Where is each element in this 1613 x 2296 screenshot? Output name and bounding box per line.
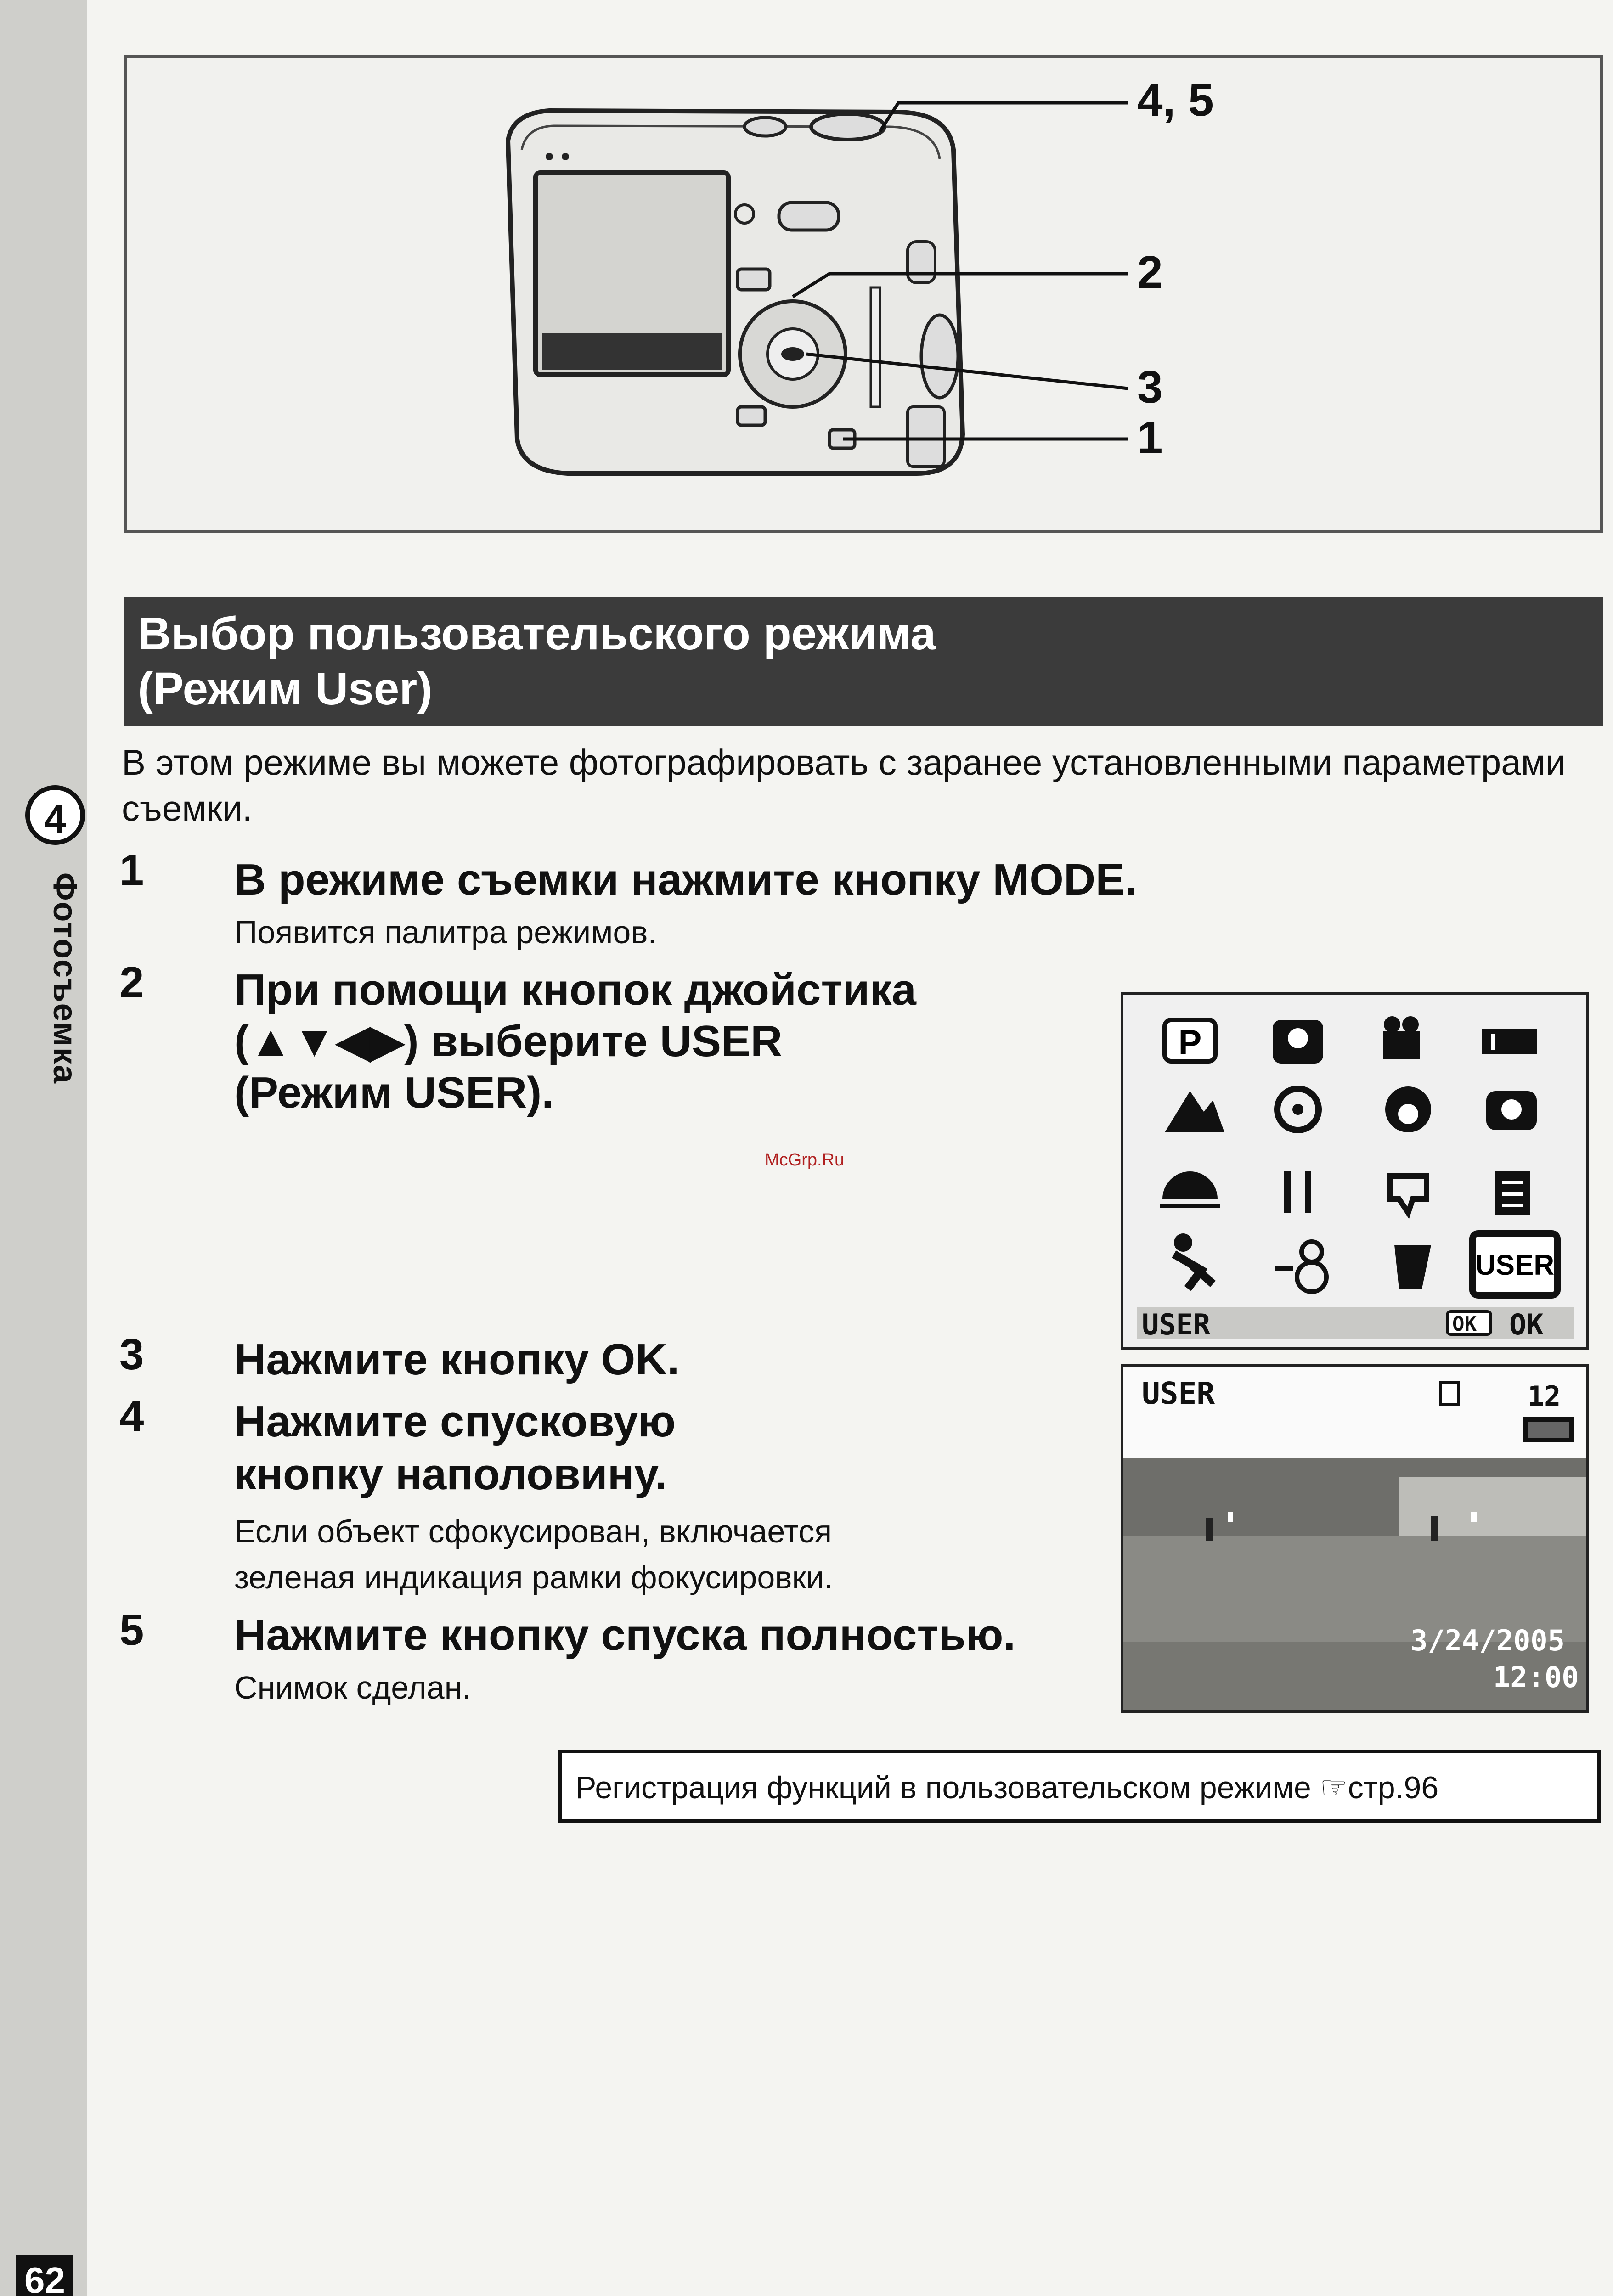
sunset-mode-icon <box>1160 1171 1220 1208</box>
step-note: Появится палитра режимов. <box>234 914 657 950</box>
page-reference-box <box>558 1750 1601 1823</box>
watermark: McGrp.Ru <box>765 1150 845 1170</box>
section-header <box>124 597 1603 726</box>
shooting-preview-screen <box>1121 1364 1589 1713</box>
step-title: Нажмите кнопку OK. <box>234 1335 680 1384</box>
step-title: (Режим USER). <box>234 1068 554 1117</box>
step-title: (▲▼◀▶) выберите USER <box>234 1017 783 1066</box>
user-mode-icon <box>1472 1233 1557 1295</box>
frame-composite-icon <box>1486 1091 1537 1130</box>
intro-text: В этом режиме вы можете фотографировать с заранее установленными параметрами съемки. <box>122 742 1566 828</box>
callout-label: 2 <box>1137 247 1163 298</box>
program-mode-icon <box>1165 1020 1215 1062</box>
palette-selected-label: USER <box>1142 1308 1211 1341</box>
reference-pointer-icon: ☞ <box>1320 1770 1348 1805</box>
food-mode-icon <box>1284 1171 1311 1213</box>
step-number: 5 <box>119 1605 144 1654</box>
step-number: 3 <box>119 1330 144 1379</box>
step-title: В режиме съемки нажмите кнопку MODE. <box>234 855 1137 904</box>
section-title-line1: Выбор пользовательского режима <box>138 608 936 659</box>
callout-label: 4, 5 <box>1137 74 1214 126</box>
digital-filter-icon <box>1394 1245 1431 1289</box>
step-note: Снимок сделан. <box>234 1670 471 1705</box>
preview-date: 3/24/2005 <box>1410 1624 1565 1657</box>
preview-scene <box>1123 1367 1586 1710</box>
mode-palette-icons <box>1123 995 1586 1347</box>
step-number: 1 <box>119 845 144 895</box>
landscape-mode-icon <box>1165 1091 1224 1132</box>
step-title: Нажмите спусковую <box>234 1397 676 1446</box>
reference-text: Регистрация функций в пользовательском режиме <box>575 1770 1311 1805</box>
page-number: 62 <box>16 2255 73 2296</box>
mode-palette-screen <box>1121 992 1589 1350</box>
preview-mode-label: USER <box>1142 1376 1215 1411</box>
movie-mode-icon <box>1383 1016 1420 1059</box>
step-note: зеленая индикация рамки фокусировки. <box>234 1559 833 1595</box>
shots-remaining: 12 <box>1528 1380 1561 1412</box>
camera-illustration <box>127 58 1600 530</box>
chapter-number-badge: 4 <box>25 785 85 845</box>
step-title: Нажмите кнопку спуска полностью. <box>234 1610 1016 1660</box>
soft-portrait-icon <box>1385 1086 1431 1132</box>
panorama-mode-icon <box>1482 1029 1537 1054</box>
section-title-line2: (Режим User) <box>138 663 433 715</box>
step-title: кнопку наполовину. <box>234 1450 667 1499</box>
palette-ok-key: OK <box>1452 1312 1477 1336</box>
sport-mode-icon <box>1174 1233 1213 1289</box>
user-mode-glyph: USER <box>1475 1249 1555 1281</box>
reference-page: стр.96 <box>1348 1770 1439 1805</box>
program-mode-glyph: P <box>1178 1023 1202 1062</box>
callout-label: 1 <box>1137 412 1163 463</box>
flower-mode-icon <box>1277 1089 1319 1130</box>
preview-time: 12:00 <box>1493 1660 1579 1694</box>
palette-ok-label: OK <box>1509 1308 1544 1341</box>
chapter-label: Фотосъемка <box>46 872 83 1084</box>
camera-figure <box>124 55 1603 533</box>
step-number: 4 <box>119 1392 144 1441</box>
step-number: 2 <box>119 958 144 1007</box>
step-note: Если объект сфокусирован, включается <box>234 1514 832 1549</box>
portrait-mode-icon <box>1273 1020 1323 1064</box>
pet-mode-icon <box>1390 1176 1427 1213</box>
snow-mode-icon <box>1275 1242 1326 1292</box>
callout-label: 3 <box>1137 361 1163 413</box>
text-mode-icon <box>1495 1171 1530 1215</box>
step-title: При помощи кнопок джойстика <box>234 965 916 1014</box>
